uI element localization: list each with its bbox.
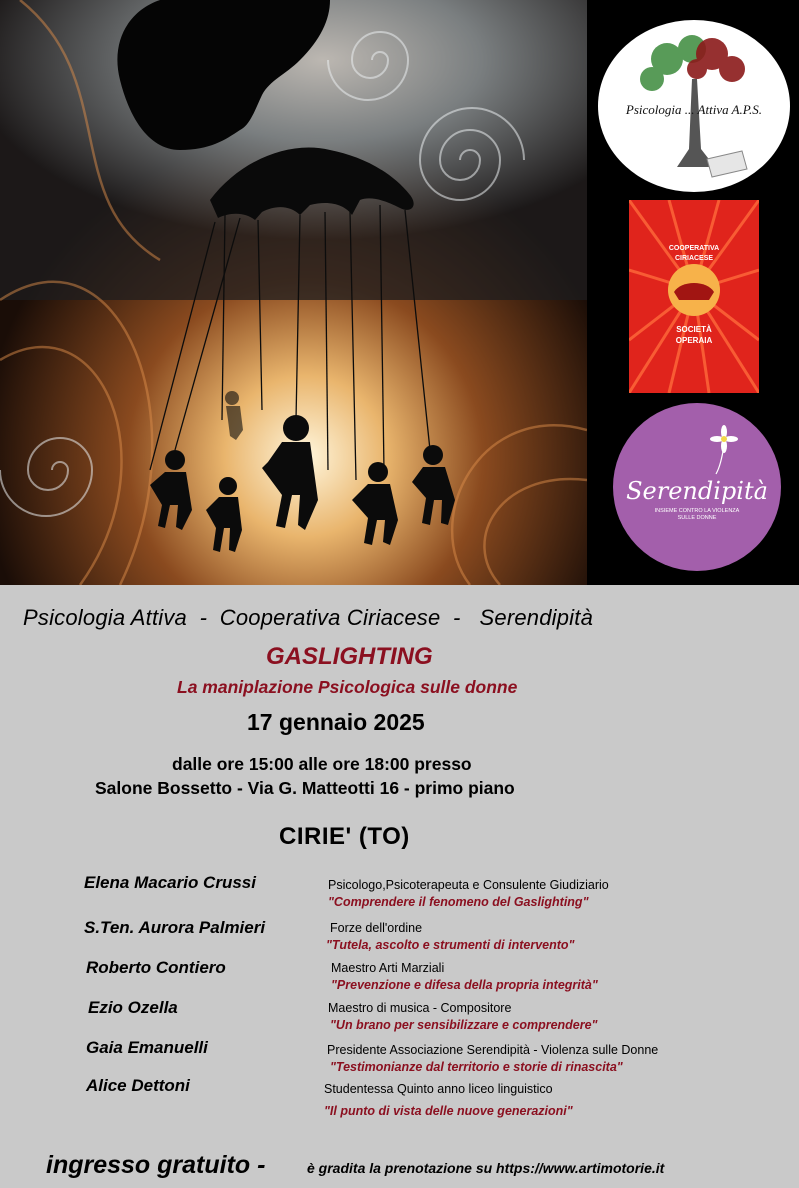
- event-city: CIRIE' (TO): [279, 823, 410, 850]
- puppet-master-illustration: [0, 0, 587, 585]
- serendipita-logo-tagline-1: INSIEME CONTRO LA VIOLENZA: [654, 508, 740, 514]
- header-image-area: [0, 0, 799, 585]
- speaker-talk: "Comprendere il fenomeno del Gaslighting": [328, 895, 589, 909]
- speaker-role: Maestro di musica - Compositore: [328, 1001, 512, 1015]
- event-time: dalle ore 15:00 alle ore 18:00 presso: [172, 754, 472, 774]
- speaker-name: Alice Dettoni: [86, 1076, 190, 1095]
- cooperativa-logo-text-mid: CIRIACESE: [674, 255, 714, 262]
- organizer-cooperativa-ciriacese: Cooperativa Ciriacese: [219, 605, 441, 630]
- event-date: 17 gennaio 2025: [247, 709, 425, 735]
- cooperativa-logo-text-top: COOPERATIVA: [668, 245, 720, 252]
- speaker-talk: "Tutela, ascolto e strumenti di intervento": [326, 938, 575, 952]
- organizer-psicologia-attiva: Psicologia Attiva: [23, 605, 187, 630]
- organizers-line: [23, 605, 593, 631]
- speaker-role: Studentessa Quinto anno liceo linguistico: [324, 1082, 553, 1096]
- speaker-name: S.Ten. Aurora Palmieri: [84, 918, 266, 937]
- psicologia-attiva-logo: [597, 19, 791, 193]
- free-entry-label: ingresso gratuito -: [46, 1151, 266, 1179]
- speaker-role: Presidente Associazione Serendipità - Violenza sulle Donne: [327, 1043, 659, 1057]
- event-venue: Salone Bossetto - Via G. Matteotti 16 - primo piano: [95, 778, 515, 798]
- organizer-serendipita: Serendipità: [479, 605, 594, 630]
- serendipita-logo: [612, 402, 782, 572]
- event-title: GASLIGHTING: [266, 643, 433, 670]
- speaker-role: Forze dell'ordine: [330, 921, 423, 935]
- serendipita-logo-text: Serendipità: [626, 477, 768, 505]
- speaker-talk: "Testimonianze dal territorio e storie di rinascita": [330, 1060, 623, 1074]
- cooperativa-logo-text-bottom1: SOCIETÀ: [676, 325, 712, 334]
- serendipita-logo-tagline-2: SULLE DONNE: [677, 515, 717, 521]
- speaker-talk: "Il punto di vista delle nuove generazioni": [324, 1104, 573, 1118]
- psicologia-attiva-logo-text: Psicologia ... Attiva A.P.S.: [625, 102, 763, 117]
- speaker-name: Roberto Contiero: [86, 958, 226, 977]
- speaker-role: Maestro Arti Marziali: [331, 961, 445, 975]
- speaker-name: Gaia Emanuelli: [86, 1038, 208, 1057]
- cooperativa-logo-text-bottom2: OPERAIA: [675, 336, 713, 345]
- event-subtitle: La maniplazione Psicologica sulle donne: [177, 677, 518, 697]
- organizer-separator: -: [199, 605, 208, 630]
- cooperativa-ciriacese-logo: [629, 200, 759, 393]
- speaker-talk: "Prevenzione e difesa della propria integrità": [331, 978, 598, 992]
- booking-note: è gradita la prenotazione su https://www.artimotorie.it: [307, 1160, 665, 1176]
- speaker-role: Psicologo,Psicoterapeuta e Consulente Giudiziario: [328, 878, 609, 892]
- organizer-separator: -: [453, 605, 461, 630]
- speaker-talk: "Un brano per sensibilizzare e comprendere": [330, 1018, 598, 1032]
- speaker-name: Ezio Ozella: [88, 998, 178, 1017]
- speaker-name: Elena Macario Crussi: [84, 873, 256, 892]
